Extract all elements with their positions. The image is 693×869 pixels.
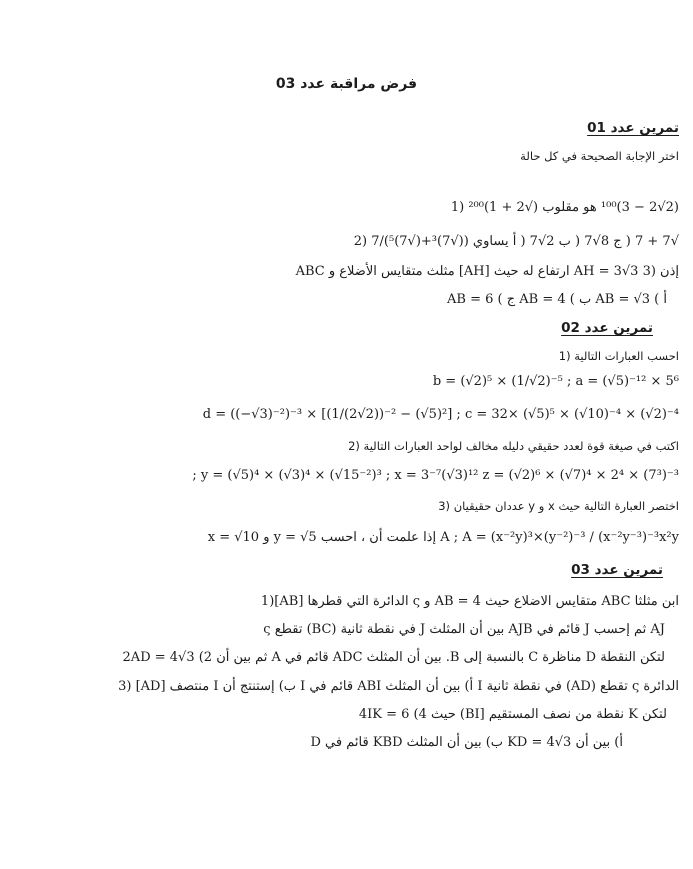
ex3-line-4: الدائرة ς تقطع (AD) في نقطة ثانية I أ) بين أن المثلث ABI قائم في I ب) إستنتج أن I منتصف [AD] (3	[118, 679, 679, 694]
ex3-line-2: ς تقطع (BC) في نقطة ثانية J بين أن المثلث AJB قائم في J ثم إحسب AJ	[263, 622, 665, 637]
exercise-1-heading: تمرين عدد 01	[587, 120, 679, 136]
ex1-question-3: ABC مثلث متقايس الأضلاع و [AH] ارتفاع له حيث AH = 3√3 إذن (3	[295, 264, 679, 279]
ex2-part-2: اكتب في صيغة قوة لعدد حقيقي دليله مخالف لواحد العبارات التالية (2	[348, 439, 679, 453]
ex3-line-1: ابن مثلثا ABC متقايس الاضلاع حيث AB = 4 و ς الدائرة التي قطرها [AB](1	[260, 594, 679, 609]
ex2-part-3: اختصر العبارة التالية حيث x و y عددان حقيقيان (3	[438, 499, 679, 513]
exercise-3-heading: تمرين عدد 03	[571, 562, 663, 578]
ex2-formula-x-y-z: ; y = (√5)⁴ × (√3)⁴ × (√15⁻²)³ ; x = 3⁻⁷(√3)¹² z = (√2)⁶ × (√7)⁴ × 2⁴ × (7³)⁻³	[192, 468, 679, 483]
ex2-part-1: احسب العبارات التالية (1	[558, 349, 679, 363]
ex2-formula-a-b: b = (√2)⁵ × (1/√2)⁻⁵ ; a = (√5)⁻¹² × 5⁶	[432, 374, 679, 389]
ex1-question-2: √7 + 7 ( ج 8√7 ( ب 2√7 ( أ يساوي ((√7)³+(√7)⁵)/7 (2	[353, 234, 679, 249]
ex3-line-5: لتكن K نقطة من نصف المستقيم [BI) حيث 4IK = 6 (4	[358, 707, 667, 722]
ex2-formula-c-d: d = ((−√3)⁻²)⁻³ × [(1/(2√2))⁻² − (√5)²] ; c = 32× (√5)⁵ × (√10)⁻⁴ × (√2)⁻⁴	[202, 407, 679, 422]
ex3-line-3: لتكن النقطة D مناظرة C بالنسبة إلى B. بين أن المثلث ADC قائم في A ثم بين أن 2AD = 4√3 (2	[122, 650, 665, 665]
exercise-1-intro: اختر الإجابة الصحيحة في كل حالة	[520, 149, 679, 163]
exercise-2-heading: تمرين عدد 02	[561, 320, 653, 336]
document-title: فرض مراقبة عدد 03	[275, 76, 418, 92]
ex1-question-3-options: AB = 6 ( ج AB = 4 ( ب AB = √3 ( أ	[447, 292, 667, 307]
ex2-formula-A: x = √10 و y = √5 إذا علمت أن ، احسب A ; A = (x⁻²y)³×(y⁻²)⁻³ / (x⁻²y⁻³)⁻³x²y	[207, 530, 679, 545]
ex3-line-6: أ) بين أن KD = 4√3 ب) بين أن المثلث KBD قائم في D	[310, 735, 623, 750]
ex1-question-1: (2√2 − 3)¹⁰⁰ هو مقلوب (√2 + 1)²⁰⁰ (1	[450, 200, 679, 215]
